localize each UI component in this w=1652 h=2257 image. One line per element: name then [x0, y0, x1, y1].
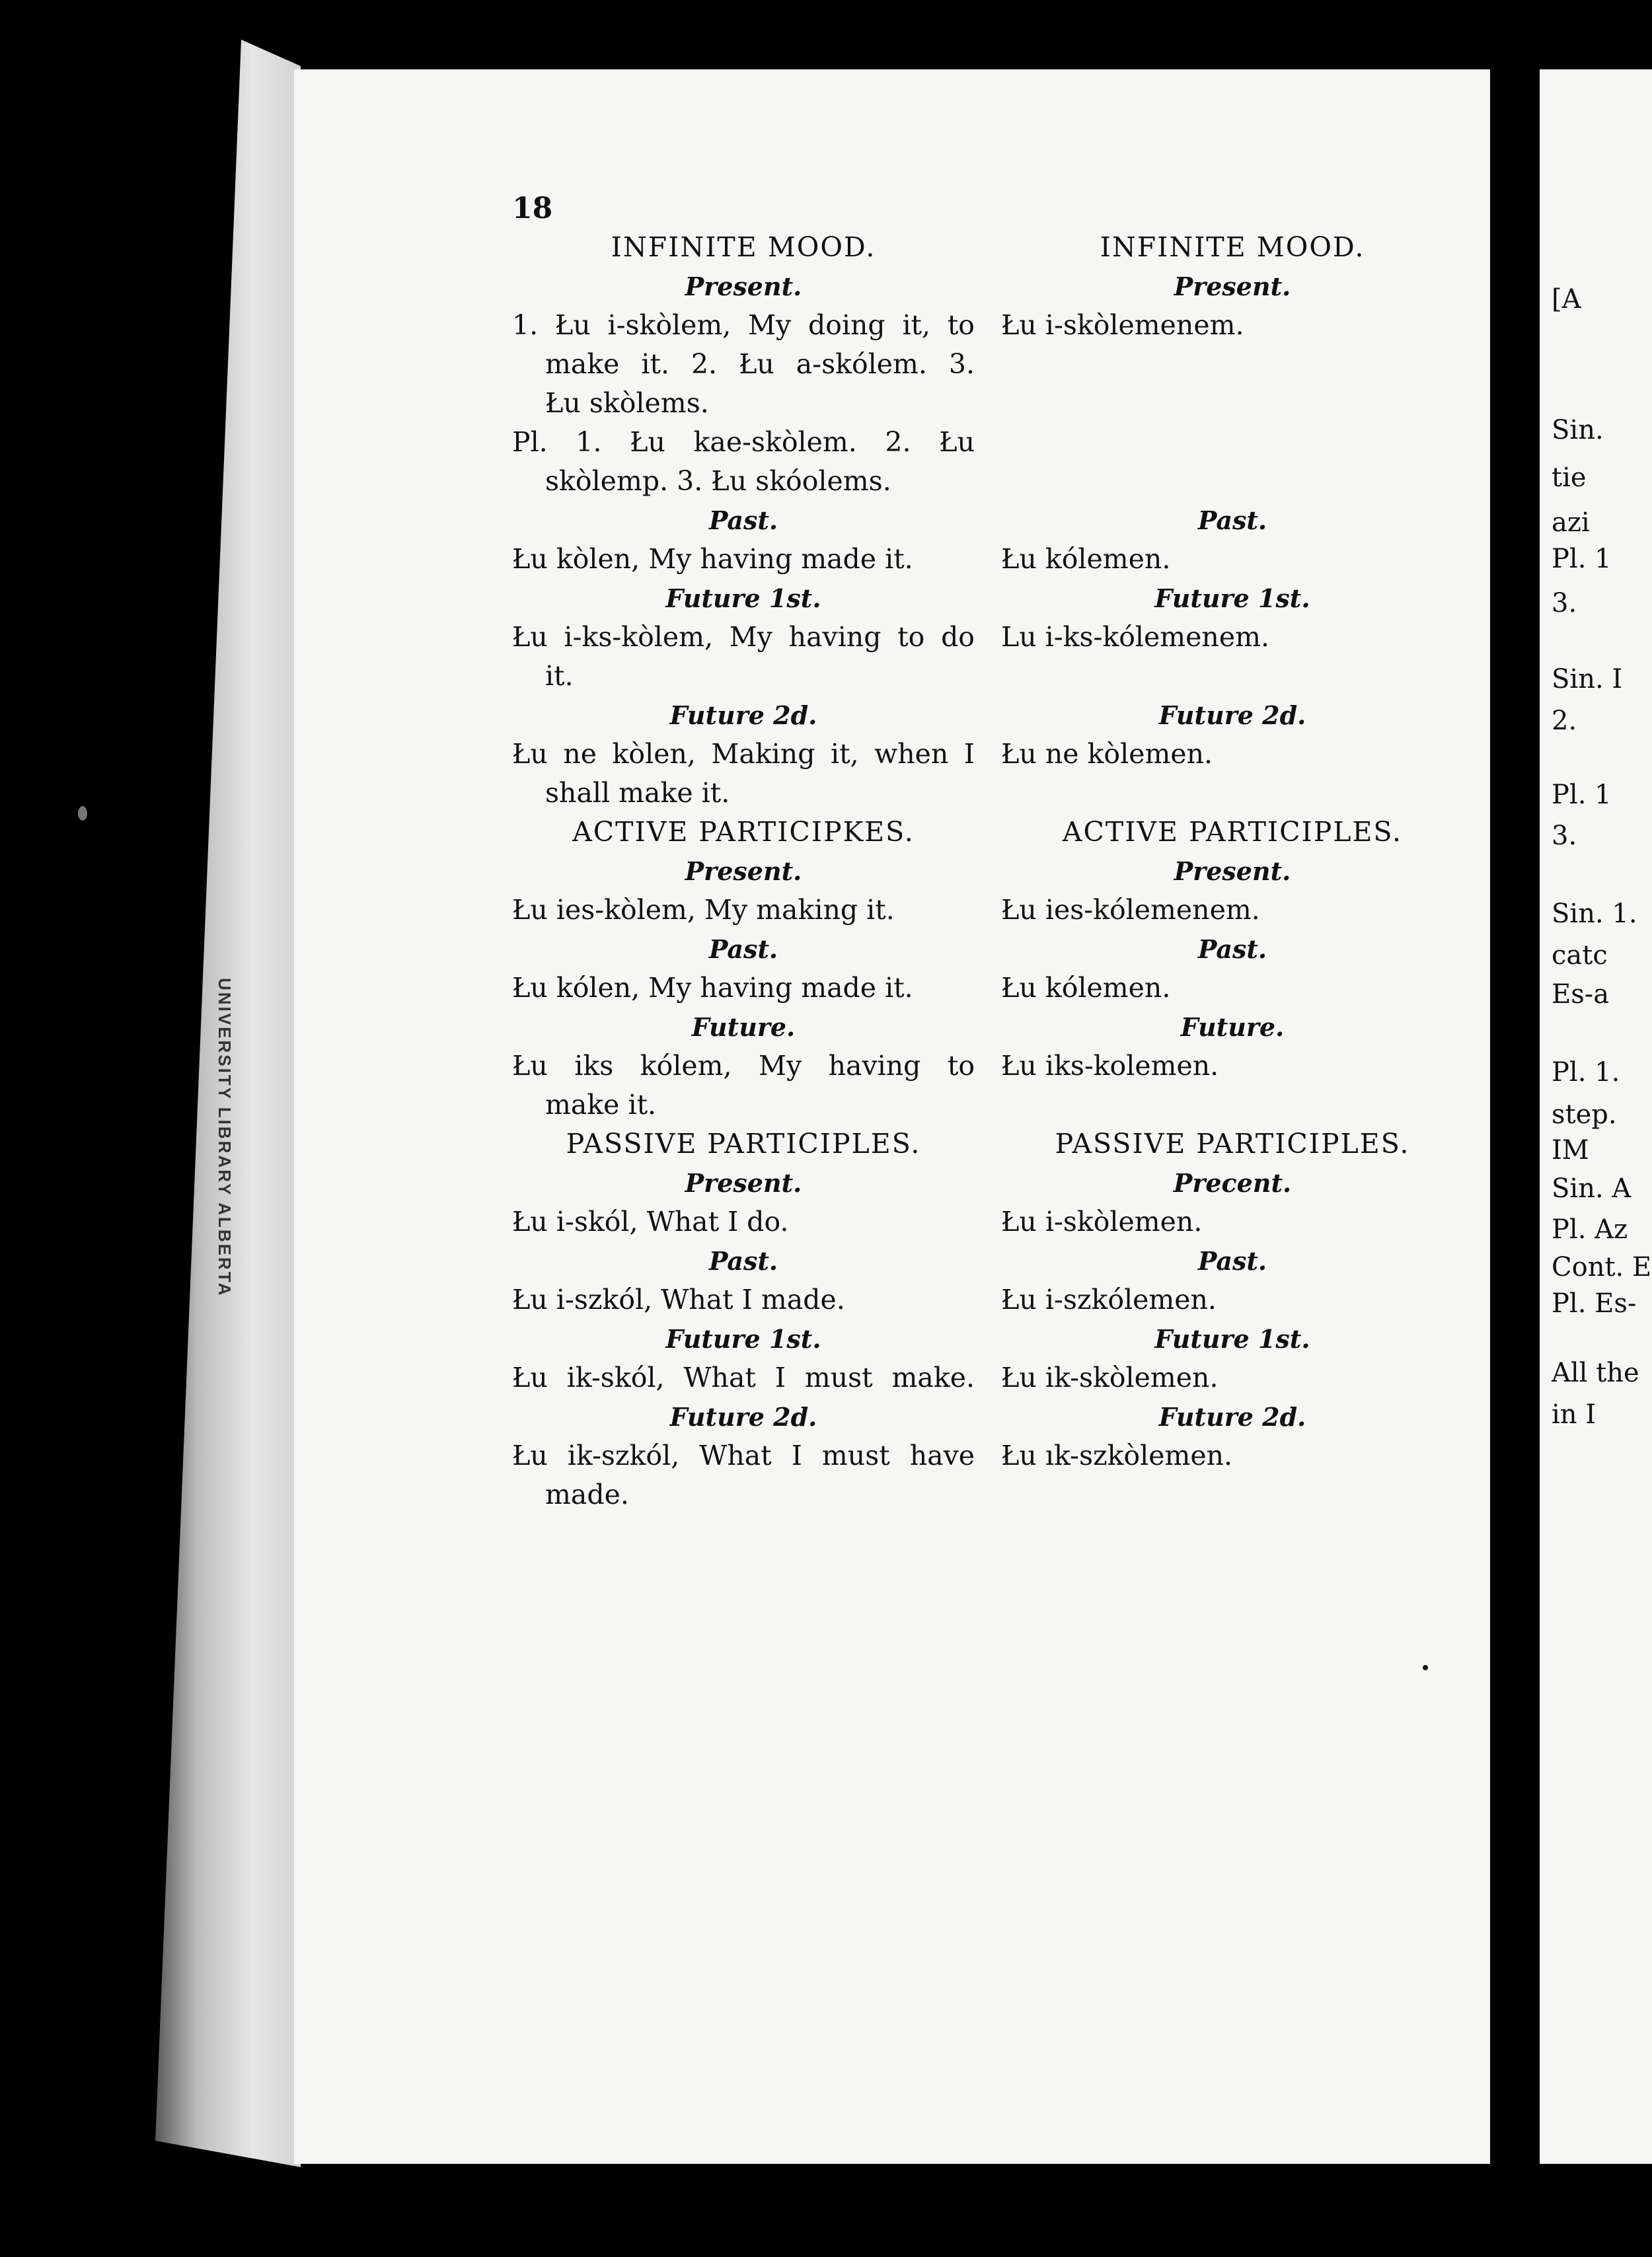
left-column-line: Past.: [708, 934, 778, 964]
right-column-line: Łu i-skòlemenem.: [1001, 309, 1244, 341]
right-column-line: [1001, 345, 1464, 384]
left-column-line: Present.: [685, 1168, 802, 1198]
right-column-line: Precent.: [1173, 1168, 1292, 1198]
right-column-line: [1001, 657, 1464, 696]
right-column-line: Past.: [1197, 505, 1267, 535]
next-page-fragment: [1540, 69, 1652, 2164]
page-number: 18: [512, 192, 553, 225]
left-column-line: INFINITE MOOD.: [611, 231, 876, 263]
left-column-line: make it.: [545, 1089, 657, 1121]
right-column-line: Lu i-ks-kólemenem.: [1001, 621, 1269, 653]
left-column-line: Past.: [708, 505, 778, 535]
left-column-line: Łu kólen, My having made it.: [512, 972, 913, 1004]
left-column-line: make it. 2. Łu a-skólem. 3.: [545, 348, 975, 380]
right-column-line: Future 2d.: [1158, 700, 1306, 730]
left-column-line: Future 2d.: [669, 1402, 817, 1432]
left-column-line: ACTIVE PARTICIPKES.: [572, 816, 915, 848]
next-page-line: Pl. Es-: [1552, 1288, 1637, 1319]
next-page-line: IM: [1552, 1135, 1589, 1166]
left-column-line: 1. Łu i-skòlem, My doing it, to: [512, 309, 975, 341]
left-column-line: it.: [545, 660, 574, 692]
left-column-line: Future 1st.: [665, 1324, 821, 1354]
right-column-line: [1001, 1086, 1464, 1125]
left-column-line: PASSIVE PARTICIPLES.: [566, 1128, 921, 1160]
next-page-line: All the: [1552, 1358, 1639, 1388]
right-column-line: [1001, 462, 1464, 501]
right-column-line: INFINITE MOOD.: [1100, 231, 1365, 263]
next-page-line: Pl. 1: [1552, 544, 1612, 574]
left-column-line: Łu ne kòlen, Making it, when I: [512, 738, 975, 770]
left-column-line: Łu ik-skól, What I must make.: [512, 1362, 975, 1393]
left-column-line: Łu kòlen, My having made it.: [512, 543, 913, 575]
left-column-line: skòlemp. 3. Łu skóolems.: [545, 465, 891, 497]
right-column-line: Łu kólemen.: [1001, 972, 1171, 1004]
right-column-line: Łu iks-kolemen.: [1001, 1050, 1219, 1082]
next-page-line: Pl. 1: [1552, 780, 1612, 810]
right-column-line: Future 1st.: [1154, 583, 1310, 613]
right-column-line: ACTIVE PARTICIPLES.: [1062, 816, 1403, 848]
right-column-line: [1001, 423, 1464, 462]
page-gutter: [1490, 69, 1540, 2164]
right-column-line: [1001, 384, 1464, 423]
left-column-line: Past.: [708, 1246, 778, 1276]
left-column-line: Łu i-ks-kòlem, My having to do: [512, 621, 975, 653]
right-column-line: Future 2d.: [1158, 1402, 1306, 1432]
right-column-line: [1001, 774, 1464, 813]
next-page-line: Sin. 1.: [1552, 899, 1637, 929]
next-page-line: [A: [1552, 284, 1581, 314]
right-column-line: Present.: [1174, 856, 1291, 886]
right-column-line: Łu ik-skòlemen.: [1001, 1362, 1219, 1393]
left-column-line: Present.: [685, 856, 802, 886]
next-page-line: 3.: [1552, 821, 1577, 851]
right-column: [1001, 228, 1464, 1475]
next-page-line: 2.: [1552, 706, 1577, 736]
right-column-line: Łu kólemen.: [1001, 543, 1171, 575]
right-column-line: Present.: [1174, 272, 1291, 301]
next-page-line: azi: [1552, 507, 1590, 538]
scan-speck: [78, 806, 87, 821]
left-column-line: shall make it.: [545, 777, 730, 809]
left-column-line: Present.: [685, 272, 802, 301]
left-column-line: Future 1st.: [665, 583, 821, 613]
right-column-line: Past.: [1197, 934, 1267, 964]
next-page-line: tie: [1552, 462, 1587, 493]
right-column-line: Łu ne kòlemen.: [1001, 738, 1213, 770]
left-column-line: Łu skòlems.: [545, 387, 709, 419]
next-page-line: Sin. A: [1552, 1173, 1632, 1204]
next-page-line: Sin.: [1552, 415, 1604, 445]
right-column-line: PASSIVE PARTICIPLES.: [1055, 1128, 1410, 1160]
next-page-line: catc: [1552, 940, 1608, 971]
next-page-line: 3.: [1552, 588, 1577, 618]
right-column-line: Future.: [1180, 1012, 1285, 1042]
library-spine-stamp: UNIVERSITY LIBRARY ALBERTA: [215, 978, 235, 1298]
left-column-line: Future 2d.: [669, 700, 817, 730]
left-column-line: Łu ik-szkól, What I must have: [512, 1440, 975, 1471]
next-page-line: Cont. E: [1552, 1252, 1652, 1282]
next-page-line: Pl. Az: [1552, 1214, 1628, 1245]
right-column-line: Łu i-szkólemen.: [1001, 1284, 1217, 1315]
left-column-line: Łu iks kólem, My having to: [512, 1050, 975, 1082]
left-column: [512, 228, 975, 1514]
next-page-line: step.: [1552, 1099, 1617, 1130]
next-page-line: in I: [1552, 1399, 1596, 1430]
left-column-line: Future.: [691, 1012, 796, 1042]
next-page-line: Es-a: [1552, 979, 1610, 1010]
ink-dot: [1423, 1665, 1428, 1670]
right-column-line: Łu ık-szkòlemen.: [1001, 1440, 1233, 1471]
next-page-line: Pl. 1.: [1552, 1057, 1620, 1088]
right-column-line: Past.: [1197, 1246, 1267, 1276]
next-page-line: Sin. I: [1552, 664, 1623, 694]
left-column-line: Pl. 1. Łu kae-skòlem. 2. Łu: [512, 426, 975, 458]
right-column-line: Łu i-skòlemen.: [1001, 1206, 1203, 1238]
left-column-line: made.: [545, 1479, 629, 1510]
left-column-line: Łu i-szkól, What I made.: [512, 1284, 845, 1315]
right-column-line: Łu ies-kólemenem.: [1001, 894, 1260, 926]
left-column-line: Łu ies-kòlem, My making it.: [512, 894, 895, 926]
left-column-line: Łu i-skól, What I do.: [512, 1206, 789, 1238]
right-column-line: Future 1st.: [1154, 1324, 1310, 1354]
